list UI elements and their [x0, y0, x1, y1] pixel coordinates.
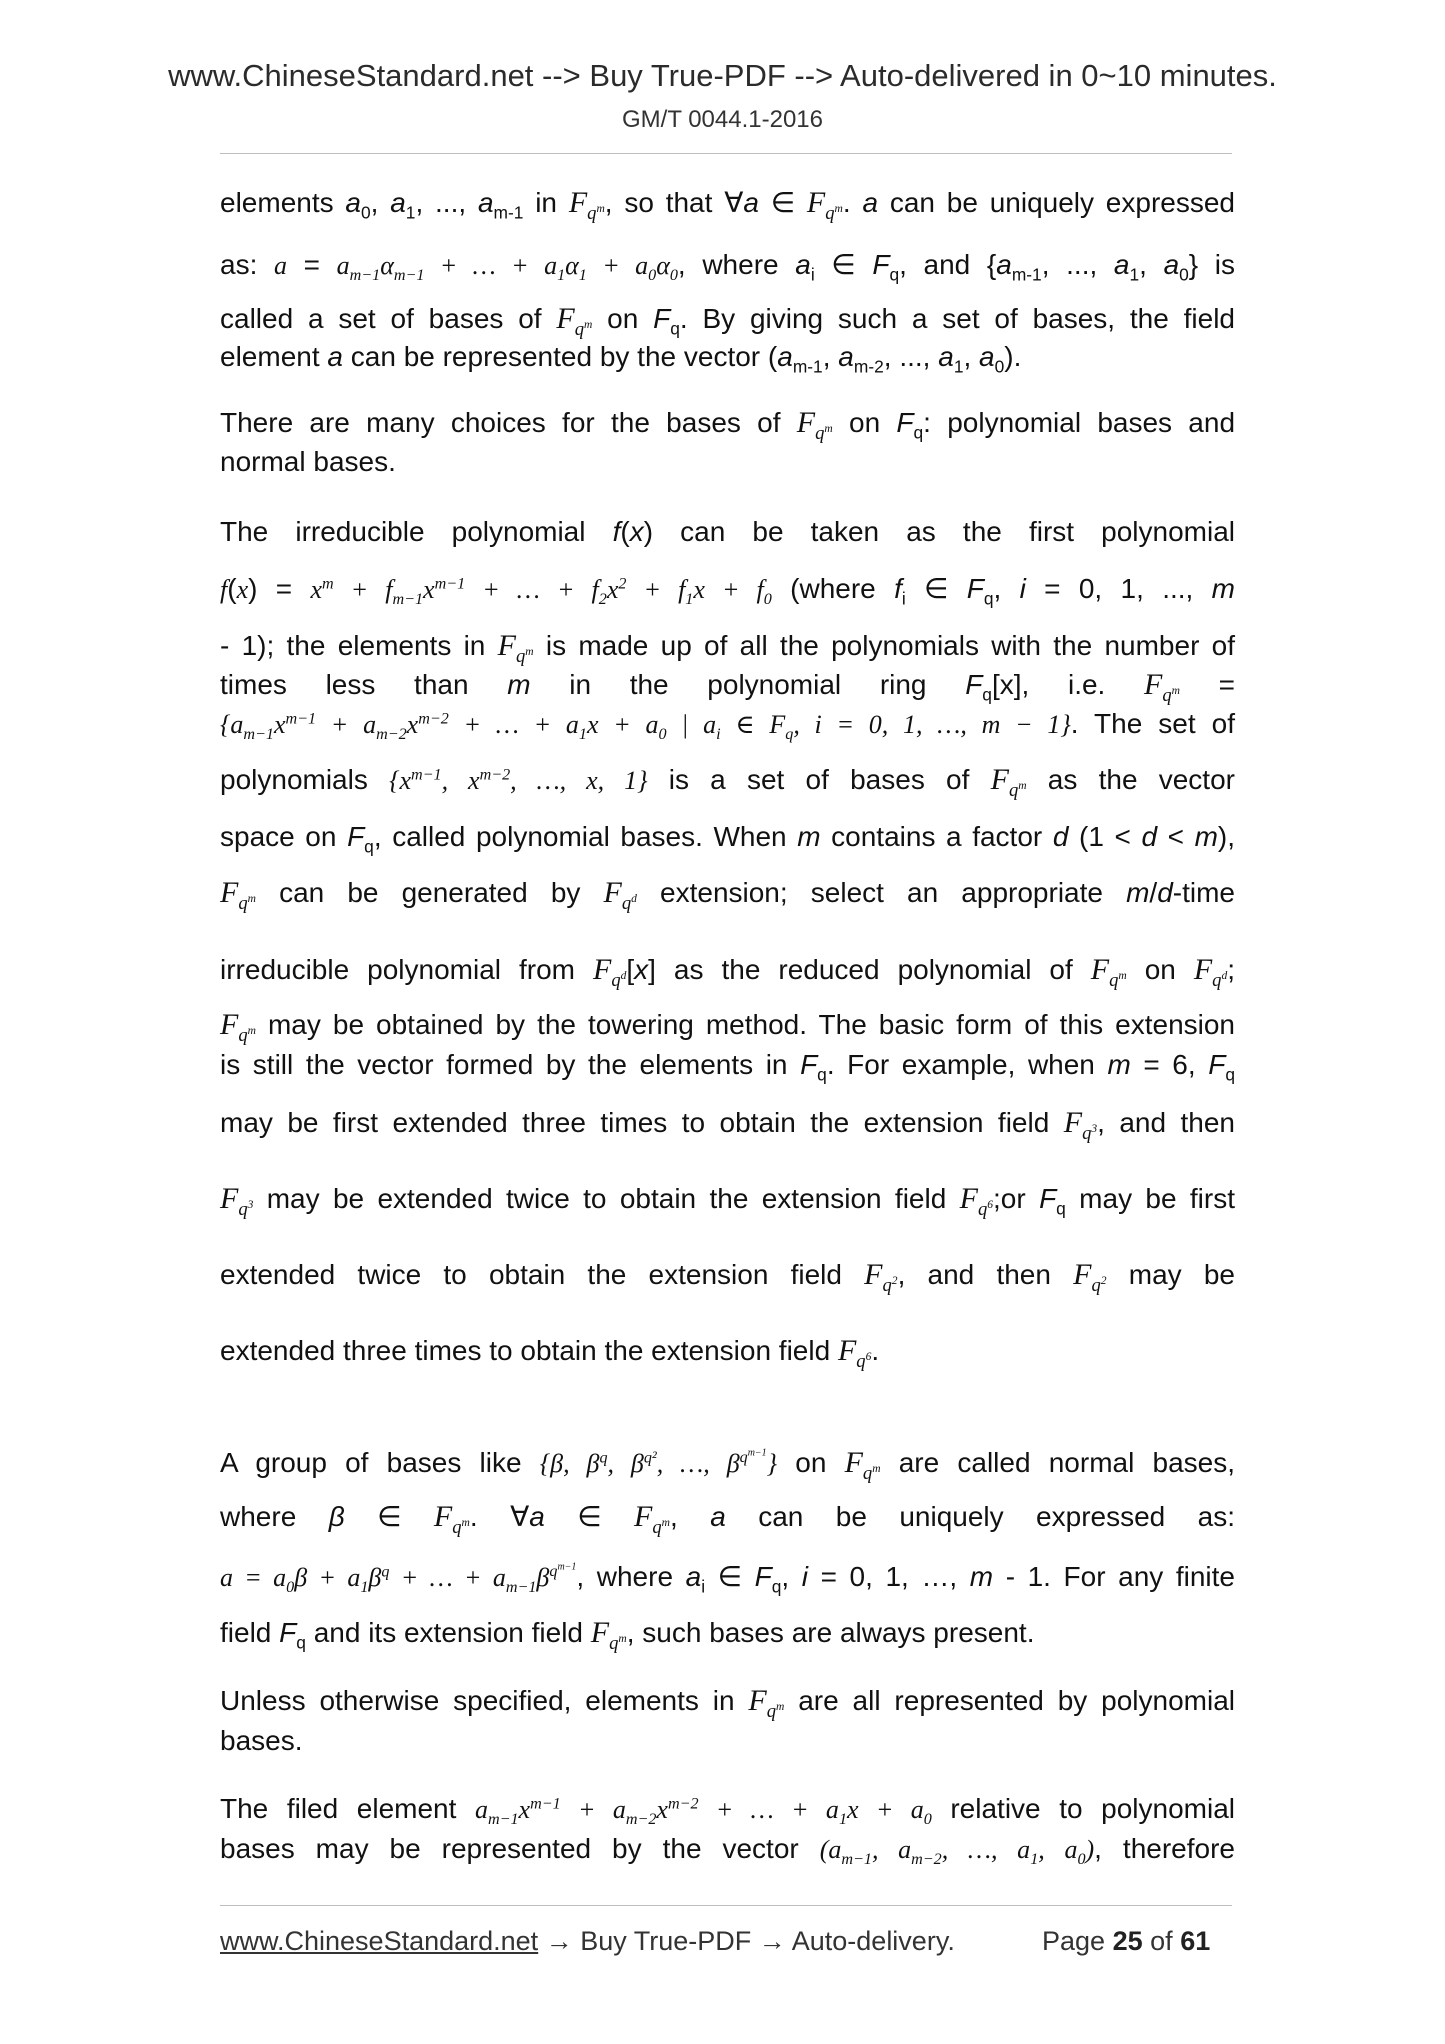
para-3-line-10: $F_{q^m}$ may be obtained by the towering method. The basic form of this extension	[220, 1008, 1235, 1046]
para-3-line-6: polynomials {$x^{m-1}$, $x^{m-2}$, …, x, 1} is a set of bases of $F_{q^m}$ as the vector	[220, 763, 1235, 801]
para-4-line-2: where β ∈ $F_{q^m}$. ∀a ∈ $F_{q^m}$, a can be uniquely expressed as:	[220, 1500, 1236, 1538]
para-2-line-2: normal bases.	[220, 446, 396, 477]
para-3-line-14: extended twice to obtain the extension field $F_{q^2}$, and then $F_{q^2}$ may be	[220, 1258, 1235, 1296]
para-3-line-1: The irreducible polynomial f(x) can be taken as the first polynomial	[220, 516, 1236, 547]
para-3-line-8: $F_{q^m}$ can be generated by $F_{q^d}$ extension; select an appropriate m/d-time	[220, 876, 1235, 914]
para-3-line-3: - 1); the elements in $F_{q^m}$ is made up of all the polynomials with the number of	[220, 629, 1235, 667]
para-5-line-2: bases.	[220, 1725, 303, 1756]
page-number: Page 25 of 61	[1042, 1926, 1211, 1956]
para-1-line-1: elements $a_0$, $a_1$, ..., $a_{m-1}$ in $F_{q^m}$, so that ∀a ∈ $F_{q^m}$. a can be uniquely expressed	[220, 186, 1235, 224]
para-3-line-11: is still the vector formed by the elements in $F_q$. For example, when m = 6, $F_q$	[220, 1049, 1235, 1085]
footer-site[interactable]: www.ChineseStandard.net	[220, 1926, 539, 1956]
current-page: 25	[1112, 1926, 1143, 1956]
header-rule	[220, 153, 1232, 154]
para-3-line-15: extended three times to obtain the extension field $F_{q^6}$.	[220, 1334, 880, 1372]
para-5-line-1: Unless otherwise specified, elements in $F_{q^m}$ are all represented by polynomial	[220, 1684, 1236, 1722]
para-6-line-1: The filed element $a_{m-1}x^{m-1} + a_{m-2}x^{m-2}$ + … + $a_1x + a_0$ relative to polynomial	[220, 1793, 1235, 1829]
para-3-line-2: $f(x) = x^m + f_{m-1}x^{m-1}$ + … + $f_2x^2 + f_1x + f_0$ (where $f_i$ ∈ $F_q$, i = 0, 1, ..., m	[220, 573, 1235, 609]
para-1-line-2: as: $a = a_{m-1}\alpha_{m-1}$ + … + $a_1\alpha_1 + a_0\alpha_0$, where $a_i$ ∈ $F_q$, and {$a_{m-1}$, ..., $a_1$, $a_0$} is	[220, 249, 1236, 285]
footer-tagline: → Buy True-PDF → Auto-delivery.	[538, 1926, 955, 1956]
standard-code: GM/T 0044.1-2016	[621, 106, 823, 133]
para-4-line-3: $a = a_0\beta + a_1\beta^q$ + … + $a_{m-1}\beta^{q^{m-1}}$, where $a_i$ ∈ $F_q$, i = 0, 1, …, m - 1. For any finite	[220, 1561, 1236, 1597]
para-1-line-4: element a can be represented by the vector ($a_{m-1}$, $a_{m-2}$, ..., $a_1$, $a_0$).	[220, 341, 1022, 377]
para-3-line-5: {$a_{m-1}x^{m-1} + a_{m-2}x^{m-2}$ + … + $a_1x + a_0$ | $a_i$ ∈ $F_q$, i = 0, 1, …, m − 1}. The set of	[220, 708, 1235, 744]
total-pages: 61	[1180, 1926, 1211, 1956]
para-3-line-13: $F_{q^3}$ may be extended twice to obtain the extension field $F_{q^6};or$ $F_q$ may be first	[220, 1182, 1235, 1220]
para-1-line-3: called a set of bases of $F_{q^m}$ on $F_q$. By giving such a set of bases, the field	[220, 302, 1235, 340]
para-3-line-9: irreducible polynomial from $F_{q^d}[x]$ as the reduced polynomial of $F_{q^m}$ on $F_{q^d}$;	[220, 953, 1235, 991]
para-3-line-4: times less than m in the polynomial ring $F_q[x]$, i.e. $F_{q^m}$ =	[220, 668, 1235, 706]
para-6-line-2: bases may be represented by the vector ($a_{m-1}$, $a_{m-2}$, …, $a_1$, $a_0$), therefore	[220, 1833, 1235, 1869]
para-4-line-1: A group of bases like {β, $\beta^q$, $\beta^{q^2}$, …, $\beta^{q^{m-1}}$} on $F_{q^m}$ are called normal bases,	[220, 1446, 1235, 1484]
para-2-line-1: There are many choices for the bases of $F_{q^m}$ on $F_q$: polynomial bases and	[220, 406, 1236, 444]
footer-rule	[220, 1905, 1232, 1906]
para-3-line-12: may be first extended three times to obtain the extension field $F_{q^3}$, and then	[220, 1106, 1236, 1144]
para-4-line-4: field $F_q$ and its extension field $F_{q^m}$, such bases are always present.	[220, 1616, 1035, 1654]
para-3-line-7: space on $F_q$, called polynomial bases. When m contains a factor d (1 < d < m),	[220, 821, 1235, 857]
footer-link[interactable]	[220, 1926, 955, 1957]
header-banner: www.ChineseStandard.net --> Buy True-PDF --> Auto-delivered in 0~10 minutes.	[168, 58, 1277, 93]
